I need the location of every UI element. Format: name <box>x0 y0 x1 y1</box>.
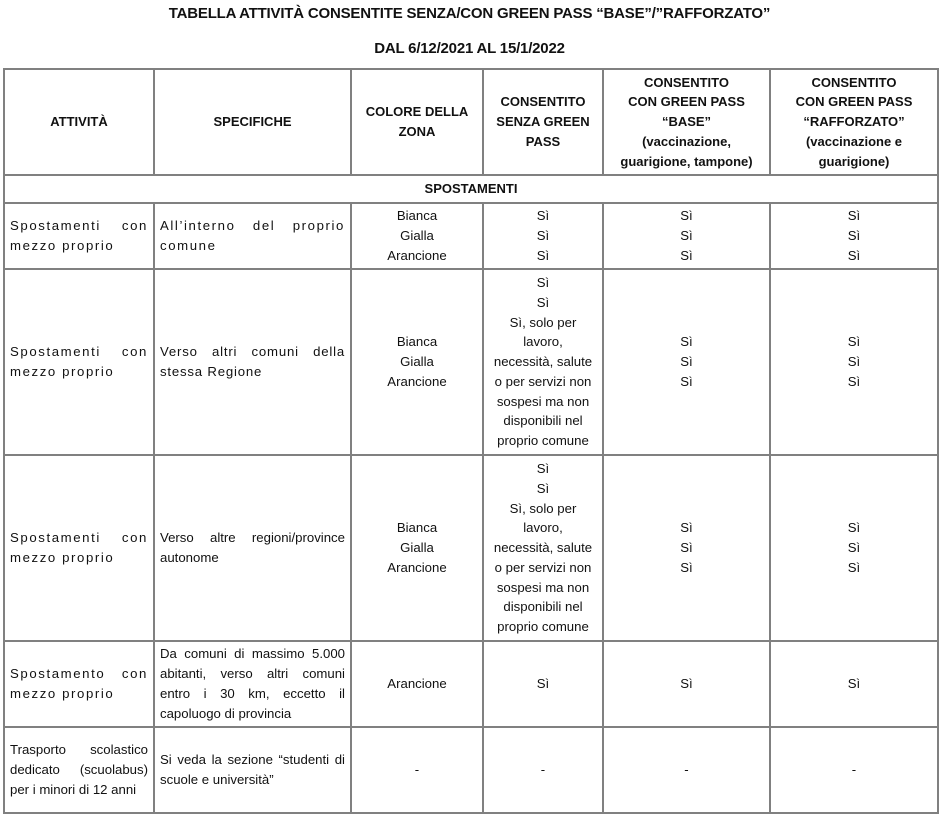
cell-line: o per servizi non <box>494 559 592 575</box>
cell-line: Sì <box>680 373 693 389</box>
cell-senza <box>483 269 603 455</box>
cell-senza <box>483 641 603 727</box>
cell-line: Sì, solo per <box>509 500 577 516</box>
cell-base <box>603 641 770 727</box>
cell-line: (vaccinazione e <box>805 133 903 149</box>
header-green-pass-rafforzato <box>770 69 938 175</box>
cell-line: Bianca <box>396 208 438 224</box>
cell-base <box>603 455 770 641</box>
cell-line: Bianca <box>396 334 438 350</box>
cell-attivita <box>4 455 154 641</box>
cell-line: Arancione <box>387 676 447 692</box>
cell-line: Gialla <box>400 354 434 370</box>
cell-line: Sì <box>847 334 861 350</box>
cell-line: ZONA <box>398 124 436 139</box>
cell-line: “BASE” <box>661 114 712 130</box>
cell-line: Sì <box>847 559 861 575</box>
section-row <box>4 175 938 203</box>
cell-line: Sì <box>680 676 693 692</box>
cell-line: CONSENTITO <box>811 74 897 90</box>
cell-attivita: Trasporto scolastico dedicato (scuolabus) per i minori di 12 anni <box>4 727 154 813</box>
cell-line: lavoro, <box>523 334 563 350</box>
cell-line: SENZA GREEN <box>496 114 590 130</box>
cell-rafforzato <box>770 641 938 727</box>
cell-line: necessità, salute <box>493 354 593 370</box>
cell-line: Sì <box>680 540 693 556</box>
cell-line: sospesi ma non <box>496 393 590 409</box>
cell-line: Sì <box>536 247 550 263</box>
cell-line: guarigione, tampone) <box>620 153 753 169</box>
cell-base <box>603 269 770 455</box>
cell-rafforzato <box>770 269 938 455</box>
cell-line: Sì <box>847 540 861 556</box>
cell-line: Sì <box>536 480 550 496</box>
attivita-text: Spostamenti con mezzo proprio <box>10 530 148 565</box>
cell-specifiche: All’interno del proprio comune <box>154 203 351 269</box>
cell-line: disponibili nel <box>503 413 583 429</box>
cell-line: disponibili nel <box>503 599 583 615</box>
section-title: SPOSTAMENTI <box>4 175 938 203</box>
cell-senza <box>483 727 603 813</box>
cell-specifiche: Da comuni di massimo 5.000 abitanti, verso altri comuni entro i 30 km, eccetto il capoluogo di provincia <box>154 641 351 727</box>
table-row <box>4 455 938 641</box>
cell-attivita <box>4 641 154 727</box>
cell-rafforzato <box>770 203 938 269</box>
document-title: TABELLA ATTIVITÀ CONSENTITE SENZA/CON GREEN PASS “BASE”/”RAFFORZATO” <box>168 5 771 22</box>
cell-line: Sì <box>536 228 550 244</box>
header-attivita <box>4 69 154 175</box>
cell-line: Sì <box>536 208 550 224</box>
cell-line: proprio comune <box>497 433 589 449</box>
cell-line: Sì <box>847 247 861 263</box>
cell-zona <box>351 455 483 641</box>
header-specifiche <box>154 69 351 175</box>
attivita-text: Spostamento con mezzo proprio <box>10 666 148 701</box>
header-green-pass-base <box>603 69 770 175</box>
cell-line: Sì <box>847 520 861 536</box>
cell-specifiche: Verso altre regioni/province autonome <box>154 455 351 641</box>
cell-attivita <box>4 203 154 269</box>
cell-line: Sì <box>680 334 693 350</box>
cell-line: Arancione <box>387 373 447 389</box>
cell-line: PASS <box>525 133 561 149</box>
cell-line: CON GREEN PASS <box>795 94 913 110</box>
cell-zona <box>351 727 483 813</box>
cell-line: sospesi ma non <box>496 579 590 595</box>
cell-line: Sì <box>847 228 861 244</box>
cell-line: - <box>684 762 689 778</box>
cell-line: Arancione <box>387 247 447 263</box>
cell-line: CONSENTITO <box>500 94 586 110</box>
cell-line: SPECIFICHE <box>213 114 292 130</box>
cell-line: Sì <box>680 247 693 263</box>
cell-attivita <box>4 269 154 455</box>
cell-zona <box>351 203 483 269</box>
cell-line: Sì <box>680 559 693 575</box>
cell-line: Sì <box>536 460 550 476</box>
cell-line: Sì <box>847 373 861 389</box>
cell-line: CONSENTITO <box>644 74 729 90</box>
cell-line: Sì <box>847 354 861 370</box>
cell-line: Sì <box>680 354 693 370</box>
cell-base <box>603 203 770 269</box>
table-row <box>4 203 938 269</box>
cell-line: Sì <box>536 294 550 310</box>
cell-line: - <box>540 762 546 778</box>
cell-line: Gialla <box>400 228 434 244</box>
table-row <box>4 269 938 455</box>
cell-line: Sì <box>536 274 550 290</box>
cell-line: Sì <box>680 228 693 244</box>
cell-line: necessità, salute <box>493 540 593 556</box>
cell-line: Sì <box>847 676 861 692</box>
cell-line: - <box>414 762 420 778</box>
cell-specifiche: Si veda la sezione “studenti di scuole e università” <box>154 727 351 813</box>
cell-rafforzato <box>770 455 938 641</box>
cell-line: Gialla <box>400 540 434 556</box>
table-header-row <box>4 69 938 175</box>
cell-line: ATTIVITÀ <box>50 114 108 130</box>
cell-specifiche: Verso altri comuni della stessa Regione <box>154 269 351 455</box>
attivita-text: Spostamenti con mezzo proprio <box>10 218 148 253</box>
cell-line: Sì, solo per <box>509 314 577 330</box>
cell-line: proprio comune <box>497 619 589 635</box>
cell-line: Sì <box>847 208 861 224</box>
cell-line: COLORE DELLA <box>365 104 469 120</box>
cell-line: “RAFFORZATO” <box>803 114 905 130</box>
cell-line: Arancione <box>387 559 447 575</box>
activities-table <box>3 68 939 814</box>
cell-line: lavoro, <box>523 520 563 536</box>
cell-line: - <box>851 762 857 778</box>
cell-senza <box>483 455 603 641</box>
table-row <box>4 727 938 813</box>
table-row <box>4 641 938 727</box>
cell-senza <box>483 203 603 269</box>
cell-line: o per servizi non <box>494 373 592 389</box>
cell-rafforzato <box>770 727 938 813</box>
cell-zona <box>351 641 483 727</box>
cell-line: Bianca <box>396 520 438 536</box>
header-colore-zona <box>351 69 483 175</box>
cell-line: (vaccinazione, <box>642 133 731 149</box>
document-subtitle: DAL 6/12/2021 AL 15/1/2022 <box>374 40 565 57</box>
cell-base <box>603 727 770 813</box>
cell-line: CON GREEN PASS <box>628 94 745 110</box>
header-senza-green-pass <box>483 69 603 175</box>
cell-line: Sì <box>536 676 550 692</box>
cell-line: Sì <box>680 520 693 536</box>
cell-line: Sì <box>680 208 693 224</box>
cell-zona <box>351 269 483 455</box>
attivita-text: Spostamenti con mezzo proprio <box>10 344 148 379</box>
cell-line: guarigione) <box>818 153 890 169</box>
